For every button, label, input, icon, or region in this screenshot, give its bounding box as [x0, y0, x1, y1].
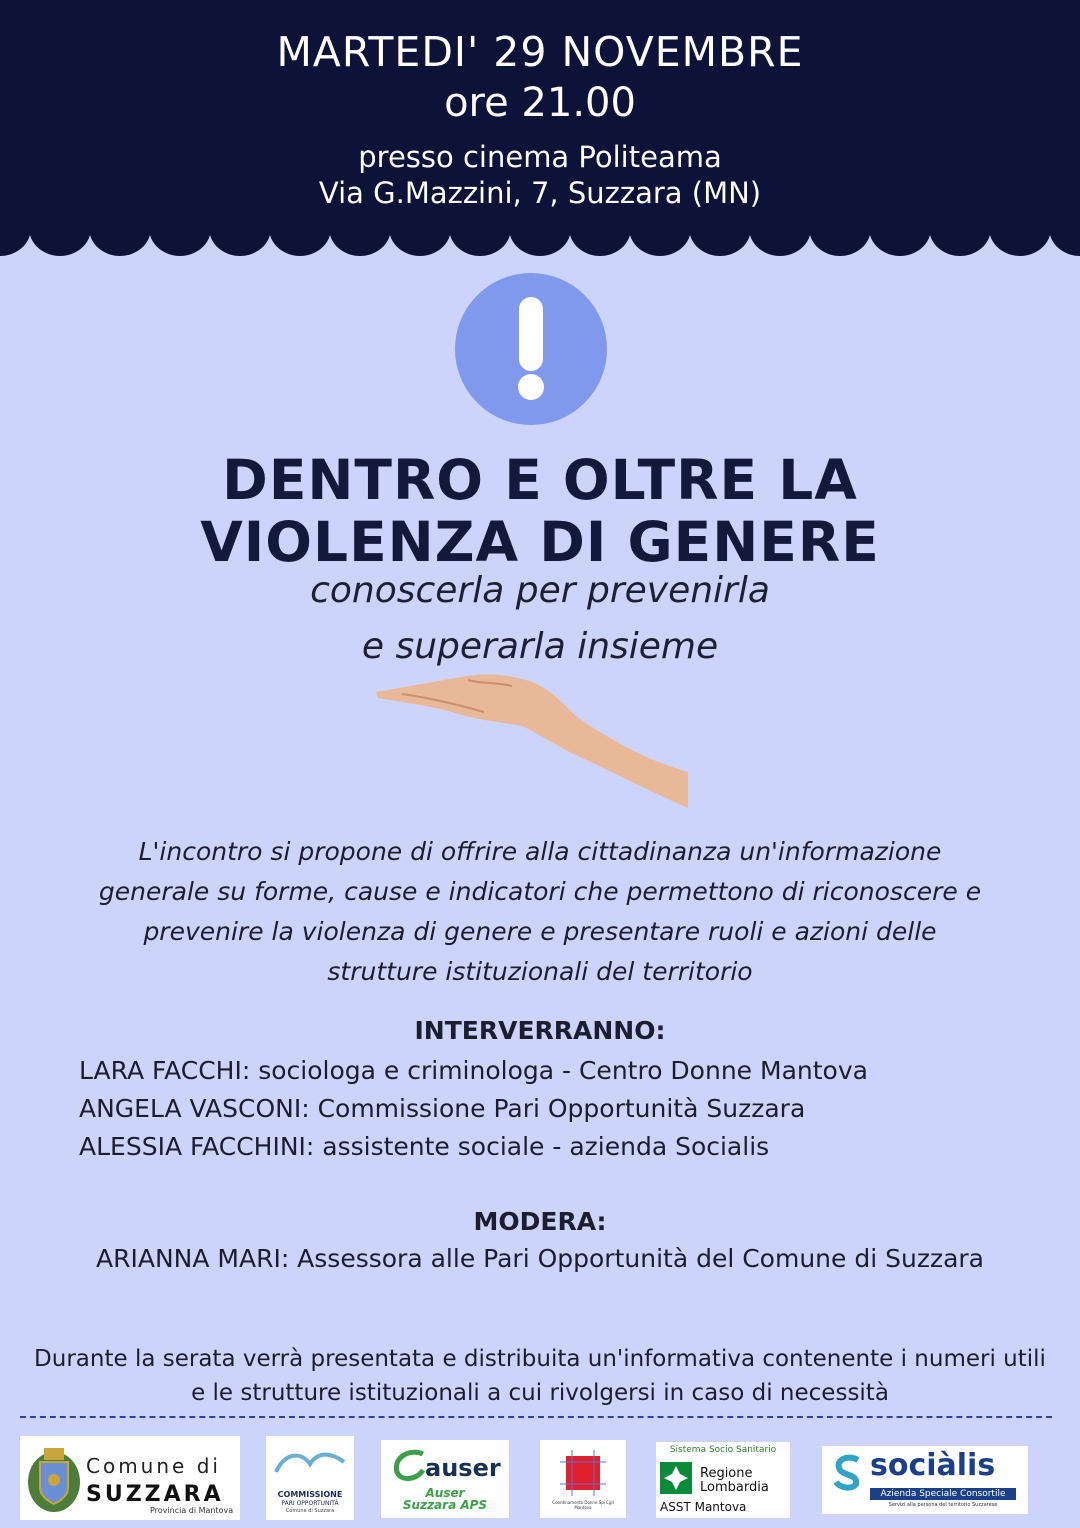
closing-line: Durante la serata verrà presentata e distribuita un'informativa contenente i numeri utili: [34, 1346, 1046, 1372]
red-square-icon: [558, 1448, 608, 1498]
moderator-label: MODERA:: [473, 1207, 607, 1236]
commissione-line-1: COMMISSIONE: [277, 1490, 343, 1499]
event-address: Via G.Mazzini, 7, Suzzara (MN): [318, 176, 762, 210]
header-band: [0, 0, 1080, 228]
dashed-divider: [20, 1416, 1052, 1418]
auser-swoosh-icon: [389, 1446, 429, 1486]
description-line: strutture istituzionali del territorio: [327, 957, 753, 986]
description: [60, 832, 1020, 992]
comune-line-1: Comune di: [86, 1454, 221, 1478]
logo-regione-lombardia: [656, 1442, 790, 1518]
socialis-tagline: Servizi alla persona del territorio Suzzarese: [888, 1502, 998, 1508]
closing-line: e le strutture istituzionali a cui rivolgersi in caso di necessità: [191, 1380, 889, 1406]
logo-socialis: [822, 1446, 1028, 1514]
event-date: MARTEDI' 29 NOVEMBRE: [276, 28, 804, 76]
logo-commissione-pari-opportunita: [266, 1436, 354, 1520]
speakers-label: INTERVERRANNO:: [414, 1016, 666, 1045]
speaker-item: LARA FACCHI: sociologa e criminologa - Centro Donne Mantova: [79, 1056, 868, 1085]
exclamation-circle-icon: [455, 273, 607, 425]
auser-sub-2: Suzzara APS: [402, 1498, 488, 1512]
auser-name: auser: [425, 1454, 501, 1482]
speakers-list: [79, 1052, 868, 1166]
auser-sub-1: Auser: [425, 1486, 465, 1500]
open-hand-illustration: [372, 672, 690, 808]
wave-icon: [270, 1444, 350, 1484]
moderator-name: ARIANNA MARI: Assessora alle Pari Opportunità del Comune di Suzzara: [96, 1244, 984, 1273]
event-venue: presso cinema Politeama: [358, 140, 722, 174]
scalloped-edge: [0, 226, 1080, 260]
logo-comune-suzzara: [20, 1436, 240, 1520]
description-line: generale su forme, cause e indicatori che permettono di riconoscere e: [98, 877, 982, 906]
closing-note: [30, 1342, 1050, 1410]
regione-bottom: ASST Mantova: [660, 1500, 747, 1514]
description-line: prevenire la violenza di genere e presentare ruoli e azioni delle: [143, 917, 937, 946]
comune-line-3: Provincia di Mantova: [150, 1506, 234, 1515]
speaker-item: ANGELA VASCONI: Commissione Pari Opportunità Suzzara: [79, 1094, 806, 1123]
title-line-1: DENTRO E OLTRE LA: [222, 448, 858, 512]
commissione-line-3: Comune di Suzzara: [285, 1508, 335, 1514]
title-line-2: VIOLENZA DI GENERE: [200, 510, 880, 574]
regione-line-1: Regione: [700, 1466, 753, 1481]
regione-top: Sistema Socio Sanitario: [669, 1445, 777, 1455]
comune-line-2: SUZZARA: [86, 1482, 224, 1507]
speaker-item: ALESSIA FACCHINI: assistente sociale - azienda Socialis: [79, 1132, 770, 1161]
commissione-line-2: PARI OPPORTUNITÀ: [281, 1500, 339, 1507]
logo-coordinamento-donne: [540, 1440, 626, 1518]
socialis-band: Azienda Speciale Consortile: [870, 1488, 1016, 1500]
coat-of-arms-icon: [24, 1438, 84, 1518]
subtitle-line-1: conoscerla per prevenirla: [310, 570, 770, 611]
coordinamento-caption: Coordinamento Donne Spi Cgil Mantova: [552, 1500, 614, 1510]
socialis-name: sociàlis: [870, 1448, 996, 1483]
regione-line-2: Lombardia: [700, 1480, 769, 1495]
lombardia-rose-icon: [660, 1462, 692, 1494]
logo-auser: [381, 1440, 509, 1518]
event-time: ore 21.00: [444, 80, 636, 126]
subtitle-line-2: e superarla insieme: [361, 626, 719, 667]
socialis-s-icon: [828, 1452, 868, 1492]
description-line: L'incontro si propone di offrire alla cittadinanza un'informazione: [138, 837, 942, 866]
